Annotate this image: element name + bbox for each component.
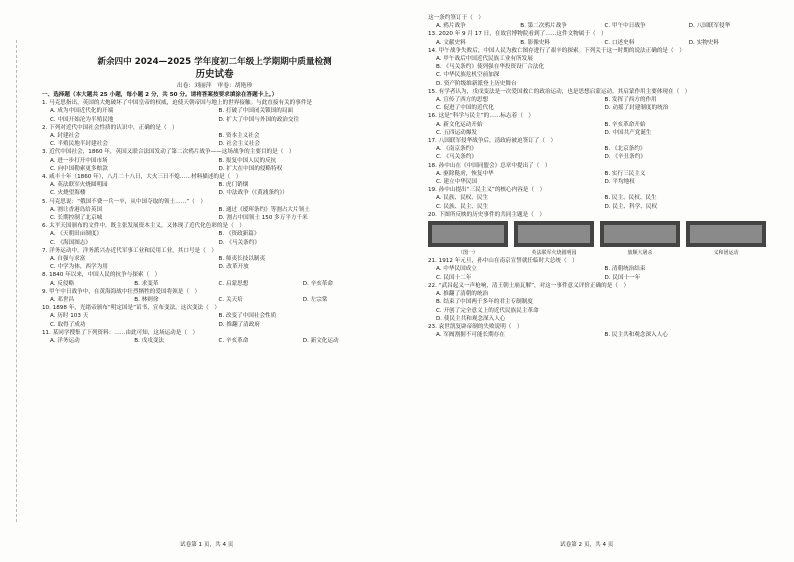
question-stem: 21. 1912 年元旦，孙中山在南京宣誓就任临时大总统（ ） [428, 258, 578, 265]
question-stem: 14. 甲午战争失败后，中国人民为救亡图存进行了艰辛的探索。下列关于这一时期的说法正确的是（ ） [428, 47, 685, 54]
answer-option: D. 中国共产党诞生 [604, 129, 652, 136]
answer-option: D. 平均地权 [604, 179, 635, 186]
answer-option: D. 扩大了中国与外国的政治交往 [218, 116, 300, 123]
answer-option: A. 英法联军火烧圆明园 [50, 182, 108, 189]
answer-options [428, 194, 773, 210]
answer-option: B. 资本主义社会 [218, 133, 260, 140]
answer-options [42, 132, 387, 148]
question-stem: 3. 近代中国社会，1860 年，英国又联合法国发动了第二次鸦片战争——这场战争的主要目的是（ ） [42, 149, 295, 156]
answer-option: A. 推翻了清朝的统治 [436, 291, 489, 298]
answer-option: D. 新文化运动 [302, 338, 339, 345]
answer-option: A. 宣传了西方的思想 [436, 97, 489, 104]
historical-photo [514, 221, 594, 247]
binding-line [16, 40, 17, 522]
answer-option: C. 启蒙思想 [218, 280, 249, 287]
question-stem: 11. 某同学搜集了下列资料：……由此可知，这场运动是（ ） [42, 329, 199, 336]
answer-options [428, 22, 773, 30]
answer-option: C. 火烧望海楼 [50, 190, 86, 197]
question-stem: 23. 袁世凯复辟帝制的失败说明（ ） [428, 323, 523, 330]
answer-option: D. 《马关条约》 [218, 239, 260, 246]
answer-option: B. 求变革 [134, 280, 159, 287]
answer-option: A. 《南京条约》 [436, 146, 477, 153]
answer-options [428, 145, 773, 161]
answer-option: D. 《辛丑条约》 [604, 154, 646, 161]
answer-option: D. 实物史料 [688, 39, 719, 46]
answer-option: C. 取得了成功 [50, 321, 86, 328]
answer-option: C. 关天培 [218, 297, 243, 304]
question-stem: 1. 马克思指出，英国的大炮破坏了中国皇帝的权威，迫使天朝帝国与地上的世界接触。与此直接有关的事件是 [42, 100, 313, 107]
answer-option: C. 《海国图志》 [50, 239, 92, 246]
answer-option: D. 割占中国领土 150 多万平方千米 [218, 215, 308, 222]
answer-option: C. 民国十二年 [436, 274, 472, 281]
answer-options [42, 206, 387, 222]
answer-option: B. 民主、民权、民生 [604, 195, 657, 202]
answer-option: C. 甲午中日战争 [604, 23, 646, 30]
question-stem: 16. 这是“科学与民主”的……标志着（ ） [428, 113, 534, 120]
left-column [42, 14, 387, 534]
answer-option: B. 师夷长技以制夷 [218, 256, 266, 263]
answer-options [428, 265, 773, 281]
photo-caption: 旅顺大屠杀 [627, 250, 653, 257]
answer-option: A. 新文化运动开始 [436, 121, 483, 128]
answer-option: D. 中法战争（《黄浦条约》） [218, 190, 288, 197]
question-stem: 6. 太平天国颁布的文件中，既主张发展资本主义，又体现了近代化色彩的是（ ） [42, 223, 245, 230]
answer-option: D. 改革开放 [218, 264, 249, 271]
answer-option: C. 中华民族危机空前加深 [436, 72, 500, 79]
answer-option: C. 长期控制了北京城 [50, 215, 103, 222]
answer-option: D. 八国联军侵华 [688, 23, 731, 30]
answer-options [42, 157, 387, 173]
question-stem: 9. 甲午中日战争中，在黄海海战中壮烈牺牲的爱国将领是（ ） [42, 288, 201, 295]
answer-option: D. 社会主义社会 [218, 141, 260, 148]
answer-option: C. 五四运动爆发 [436, 129, 478, 136]
historical-images [428, 221, 773, 247]
answer-option: B. 《马关条约》使列强在华投资设厂合法化 [436, 64, 545, 71]
answer-option: B. 发挥了西方的作用 [604, 97, 657, 104]
answer-option: A. 民族、民权、民生 [436, 195, 489, 202]
answer-option: B. 辛亥革命开始 [604, 121, 646, 128]
answer-option: D. 民国十一年 [604, 274, 641, 281]
answer-option: A. 驱除鞑虏，恢复中华 [436, 170, 494, 177]
question-stem: 2. 下列对近代中国社会性质的认识中，正确的是（ ） [42, 124, 178, 131]
footer-left: 试卷第 1 页，共 4 页 [180, 542, 234, 548]
answer-option: A. 《天朝田亩制度》 [50, 231, 103, 238]
question-stem: 15. 有学者认为，戊戌变法是一次爱国救亡的政治运动，也是思想启蒙运动。其启蒙作用主要体现在（ ） [428, 88, 691, 95]
answer-option: A. 甲午战后中国近代民族工业有所发展 [436, 56, 533, 63]
answer-option: C. 建立中华民国 [436, 179, 478, 186]
question-stem: 18. 孙中山在《中国同盟会》总章中提出了（ ） [428, 162, 551, 169]
answer-option: C. 民族、民主、民生 [436, 203, 489, 210]
photo-captions [428, 249, 773, 257]
question-stem: 19. 孙中山提出“三民主义”的核心内容是（ ） [428, 187, 546, 194]
answer-option: C. 口述史料 [604, 39, 635, 46]
footer-right: 试卷第 2 页，共 4 页 [560, 542, 614, 548]
question-stem: 10. 1898 年，光绪帝颁布“明定国是”诏书，宣布变法。这次变法（ ） [42, 305, 220, 312]
question-stem: 8. 1840 年以来，中国人民的抗争与探索（ ） [42, 272, 161, 279]
answer-option: B. 第二次鸦片战争 [520, 23, 567, 30]
question-stem: 5. 马克思说：“俄国不费一兵一卒，从中国夺取的领土……”（ ） [42, 198, 206, 205]
answer-option: B. 实行三民主义 [604, 170, 646, 177]
answer-options [428, 96, 773, 112]
answer-option: D. 使民主共和观念深入人心 [436, 315, 506, 322]
answer-option: D. 推翻了清政府 [218, 321, 260, 328]
answer-option: D. 辛亥革命 [302, 280, 333, 287]
answer-option: C. 向中国勒索更多赔款 [50, 165, 108, 172]
answer-option: B. 打破了中国闭关锁国的局面 [218, 108, 294, 115]
photo-caption: （图一） [457, 250, 478, 257]
answer-option: B. 《资政新篇》 [218, 231, 260, 238]
answer-options [428, 55, 773, 88]
answer-option: C. 辛亥革命 [218, 338, 249, 345]
answer-option: D. 民主、科学、民权 [604, 203, 658, 210]
answer-option: C. 开创了完全意义上的近代民族民主革命 [436, 307, 539, 314]
question-stem: 17. 八国联军侵华战争后，清政府被迫签订了（ ） [428, 138, 557, 145]
question-stem: 22. “武昌起义一声枪响，清王朝土崩瓦解”，对这一事件意义评价正确的是（ ） [428, 282, 630, 289]
answer-option: B. 结束了中国两千多年的君主专制制度 [436, 299, 533, 306]
answer-option: B. 通过《瑷珲条约》等割占大片领土 [218, 206, 310, 213]
answer-option: B. 《北京条约》 [604, 146, 646, 153]
answer-options [428, 331, 773, 339]
answer-options [428, 290, 773, 323]
question-stem: 4. 咸丰十年（1860 年），八月二十八日，大火三日不熄……材料描述的是（ ） [42, 174, 242, 181]
exam-title: 新余四中 2024—2025 学年度初二年级上学期期中质量检测 [97, 57, 332, 67]
answer-option: A. 反侵略 [50, 280, 75, 287]
answer-option: A. 历时 103 天 [50, 313, 89, 320]
answer-option: D. 左宗棠 [302, 297, 328, 304]
answer-options [428, 39, 773, 47]
answer-option: C. 半殖民地半封建社会 [50, 141, 108, 148]
historical-photo [686, 221, 766, 247]
answer-option: A. 洋务运动 [50, 338, 80, 345]
answer-option: B. 影像史料 [520, 39, 551, 46]
answer-options [428, 170, 773, 186]
answer-option: A. 自强与求富 [50, 256, 86, 263]
answer-option: C. 《马关条约》 [436, 154, 478, 161]
answer-option: B. 民主共和观念深入人心 [604, 332, 668, 339]
historical-photo [428, 221, 508, 247]
answer-option: D. 动摇了封建制度的统治 [604, 105, 669, 112]
photo-caption: 义和团运动 [713, 250, 739, 257]
answer-option: D. 资产阶级维新派登上历史舞台 [436, 80, 517, 87]
right-column [428, 14, 773, 534]
photo-caption: 英法联军火烧圆明园 [531, 250, 577, 257]
answer-option: C. 促进了中国的近代化 [436, 105, 494, 112]
answer-options [42, 230, 387, 246]
answer-options [42, 255, 387, 271]
answer-options [42, 312, 387, 328]
answer-option: B. 报复中国人民的反抗 [218, 157, 277, 164]
answer-option: A. 割让香港岛给英国 [50, 206, 103, 213]
answer-option: A. 成为中国近代化的开端 [50, 108, 114, 115]
question-stem: 7. 洋务运动中，洋务派兴办近代军事工业和民用工业，其口号是（ ） [42, 247, 217, 254]
answer-option: A. 军阀割据不可能长期存在 [436, 332, 505, 339]
question-stem: 13. 2020 年 9 月 17 日，在故宫博物院看到了……这件文物属于（ ） [428, 31, 607, 38]
answer-option: D. 扩大在中国的侵略特权 [218, 165, 283, 172]
left-question-list [42, 99, 387, 345]
answer-option: B. 虎门销烟 [218, 182, 249, 189]
answer-options [42, 107, 387, 123]
answer-options [42, 280, 387, 288]
answer-options [42, 181, 387, 197]
answer-option: A. 邓世昌 [50, 297, 75, 304]
answer-option: A. 鸦片战争 [436, 23, 466, 30]
answer-option: C. 中国开始沦为半殖民地 [50, 116, 114, 123]
answer-option: B. 戊戌变法 [134, 338, 165, 345]
right-question-list [428, 14, 773, 339]
answer-option: B. 改变了中国社会性质 [218, 313, 277, 320]
answer-option: B. 清朝统治结束 [604, 266, 646, 273]
question-stem: 这一条约签订于（ ） [428, 15, 484, 21]
answer-options [428, 121, 773, 137]
exam-meta: 出卷：刘丽萍 审卷：胡艳珍 [176, 83, 253, 89]
answer-option: A. 文献史料 [436, 39, 466, 46]
instructions: 一、选择题（本大题共 25 小题，每小题 2 分，共 50 分。请将答案按要求填涂在答题卡上。） [42, 92, 278, 98]
historical-photo [600, 221, 680, 247]
answer-option: B. 林则徐 [134, 297, 159, 304]
answer-options [42, 296, 387, 304]
answer-option: C. 中学为体，西学为用 [50, 264, 108, 271]
question-stem: 20. 下图所反映的历史事件的共同主题是（ ） [428, 211, 545, 218]
exam-subject: 历史试卷 [195, 69, 234, 80]
answer-options [42, 337, 387, 345]
answer-option: A. 中华民国成立 [436, 266, 477, 273]
answer-option: A. 进一步打开中国市场 [50, 157, 108, 164]
answer-option: A. 封建社会 [50, 133, 80, 140]
